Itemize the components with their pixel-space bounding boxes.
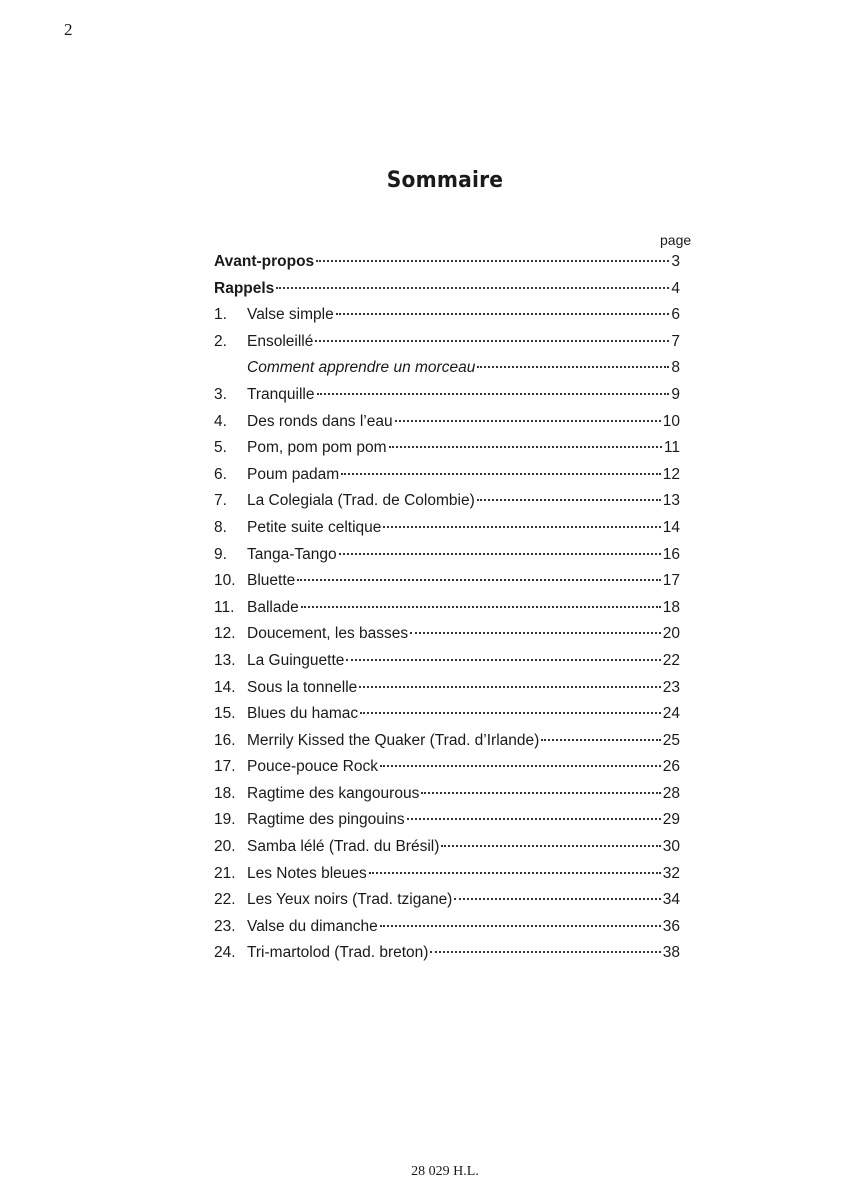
toc-entry-page: 3 <box>671 253 680 270</box>
toc-entry-number: 7. <box>214 492 227 510</box>
toc-entry-number: 13. <box>214 651 236 669</box>
toc-entry <box>214 785 680 812</box>
toc-entry <box>214 865 680 892</box>
toc-entry-number: 16. <box>214 731 236 749</box>
toc-entry-number: 3. <box>214 385 227 403</box>
toc-entry-page: 32 <box>662 864 680 882</box>
dot-leader <box>359 686 660 688</box>
toc-entry-title: Les Notes bleues <box>247 864 367 882</box>
toc-entry <box>214 625 680 652</box>
toc-entry-title: Samba lélé (Trad. du Brésil) <box>247 838 440 856</box>
dot-leader <box>410 632 661 634</box>
toc-entry <box>214 732 680 759</box>
toc-entry-page: 9 <box>671 385 680 403</box>
toc-entry <box>214 652 680 679</box>
toc-entry-page: 36 <box>662 917 680 935</box>
toc-entry <box>214 758 680 785</box>
dot-leader <box>380 925 661 927</box>
toc-entry-title: Ensoleillé <box>247 332 314 350</box>
toc-entry <box>214 386 680 413</box>
toc-entry-title: Tanga-Tango <box>247 545 337 563</box>
toc-entry <box>214 599 680 626</box>
dot-leader <box>389 446 662 448</box>
toc-entry-page: 22 <box>662 651 680 669</box>
toc-entry-page: 17 <box>662 572 680 590</box>
toc-entry-page: 25 <box>662 731 680 749</box>
toc-entry-number: 5. <box>214 439 227 457</box>
toc-entry <box>214 413 680 440</box>
toc-entry-page: 24 <box>662 705 680 723</box>
dot-leader <box>477 366 669 368</box>
toc-entry-title: Valse du dimanche <box>247 917 378 935</box>
dot-leader <box>297 579 660 581</box>
toc-entry-number: 15. <box>214 705 236 723</box>
toc-entry <box>214 679 680 706</box>
toc-entry-number: 22. <box>214 891 236 909</box>
toc-entry-number: 10. <box>214 572 236 590</box>
toc-entry-page: 14 <box>662 518 680 536</box>
toc-entry-page: 8 <box>671 359 680 377</box>
toc-entry-number: 20. <box>214 838 236 856</box>
dot-leader <box>336 313 670 315</box>
toc-entry-title: La Colegiala (Trad. de Colombie) <box>247 492 475 510</box>
toc-entry-number: 2. <box>214 332 227 350</box>
toc-entry <box>214 466 680 493</box>
dot-leader <box>317 393 670 395</box>
toc-entry-title: Bluette <box>247 572 296 590</box>
toc-entry-title: Merrily Kissed the Quaker (Trad. d’Irlande) <box>247 731 540 749</box>
dot-leader <box>341 473 661 475</box>
dot-leader <box>407 818 661 820</box>
toc-entry-title: Sous la tonnelle <box>247 678 358 696</box>
dot-leader <box>360 712 661 714</box>
toc-entry-number: 11. <box>214 598 235 616</box>
dot-leader <box>316 260 669 262</box>
toc-entry <box>214 280 680 307</box>
toc-entry-title: Ragtime des kangourous <box>247 784 420 802</box>
toc-entry-page: 28 <box>662 784 680 802</box>
toc-entry-title: Valse simple <box>247 306 334 324</box>
dot-leader <box>315 340 669 342</box>
toc-entry-page: 6 <box>671 306 680 324</box>
dot-leader <box>477 499 661 501</box>
dot-leader <box>541 739 660 741</box>
toc-entry-page: 7 <box>671 332 680 350</box>
toc-entry-page: 12 <box>662 465 680 483</box>
toc-entry-title: La Guinguette <box>247 651 345 669</box>
toc-entry-number: 21. <box>214 864 236 882</box>
toc-entry <box>214 944 680 971</box>
toc-entry-number: 4. <box>214 412 227 430</box>
toc-entry <box>214 333 680 360</box>
toc-entry-title: Les Yeux noirs (Trad. tzigane) <box>247 891 453 909</box>
dot-leader <box>421 792 660 794</box>
toc-entry-page: 16 <box>662 545 680 563</box>
dot-leader <box>395 420 661 422</box>
toc-entry <box>214 492 680 519</box>
toc-entry-page: 34 <box>662 891 680 909</box>
dot-leader <box>346 659 660 661</box>
toc-entry-title: Poum padam <box>247 465 340 483</box>
toc-entry <box>214 811 680 838</box>
toc-entry-title: Avant-propos <box>214 253 315 270</box>
toc-entry-page: 20 <box>662 625 680 643</box>
toc-entry-page: 18 <box>662 598 680 616</box>
page-column-label: page <box>660 232 692 248</box>
toc-entry <box>214 359 680 386</box>
toc-entry-page: 4 <box>671 279 680 297</box>
toc-entry <box>214 519 680 546</box>
toc-entry <box>214 546 680 573</box>
toc-entry-page: 26 <box>662 758 680 776</box>
dot-leader <box>301 606 661 608</box>
toc-entry-number: 24. <box>214 944 236 962</box>
toc-entry-number: 9. <box>214 545 227 563</box>
toc-entry <box>214 891 680 918</box>
dot-leader <box>383 526 660 528</box>
toc-entry-title: Petite suite celtique <box>247 518 382 536</box>
dot-leader <box>454 898 660 900</box>
toc-entry-number: 18. <box>214 784 236 802</box>
toc-entry <box>214 253 680 280</box>
footer-catalog-number: 28 029 H.L. <box>411 1164 479 1179</box>
table-of-contents <box>214 253 680 971</box>
toc-entry-title: Doucement, les basses <box>247 625 409 643</box>
toc-entry <box>214 705 680 732</box>
toc-entry-title: Blues du hamac <box>247 705 359 723</box>
toc-entry-page: 29 <box>662 811 680 829</box>
dot-leader <box>276 287 669 289</box>
toc-entry-title: Tri-martolod (Trad. breton) <box>247 944 429 962</box>
toc-entry-title: Tranquille <box>247 385 315 403</box>
toc-entry <box>214 306 680 333</box>
toc-entry-number: 1. <box>214 306 227 324</box>
toc-entry <box>214 572 680 599</box>
page-number: 2 <box>64 20 73 39</box>
toc-entry-number: 17. <box>214 758 236 776</box>
toc-entry-title: Comment apprendre un morceau <box>247 359 476 377</box>
toc-entry-title: Pouce-pouce Rock <box>247 758 378 776</box>
toc-entry <box>214 838 680 865</box>
toc-entry-page: 30 <box>662 838 680 856</box>
toc-entry-page: 38 <box>662 944 680 962</box>
toc-entry <box>214 439 680 466</box>
toc-entry-page: 10 <box>662 412 680 430</box>
toc-entry-page: 13 <box>662 492 680 510</box>
toc-entry-page: 11 <box>663 439 680 457</box>
toc-entry-title: Ragtime des pingouins <box>247 811 405 829</box>
toc-entry-number: 23. <box>214 917 236 935</box>
toc-entry-title: Pom, pom pom pom <box>247 439 387 457</box>
dot-leader <box>369 872 661 874</box>
dot-leader <box>441 845 660 847</box>
dot-leader <box>339 553 661 555</box>
page-title: Sommaire <box>386 168 504 193</box>
toc-entry-title: Ballade <box>247 598 299 616</box>
dot-leader <box>380 765 661 767</box>
toc-entry-number: 12. <box>214 625 236 643</box>
toc-entry-page: 23 <box>662 678 680 696</box>
toc-entry-number: 8. <box>214 518 227 536</box>
dot-leader <box>430 951 660 953</box>
toc-entry-number: 6. <box>214 465 227 483</box>
toc-entry <box>214 918 680 945</box>
toc-entry-title: Des ronds dans l’eau <box>247 412 393 430</box>
toc-entry-number: 14. <box>214 678 236 696</box>
toc-entry-number: 19. <box>214 811 236 829</box>
toc-entry-title: Rappels <box>214 279 275 297</box>
